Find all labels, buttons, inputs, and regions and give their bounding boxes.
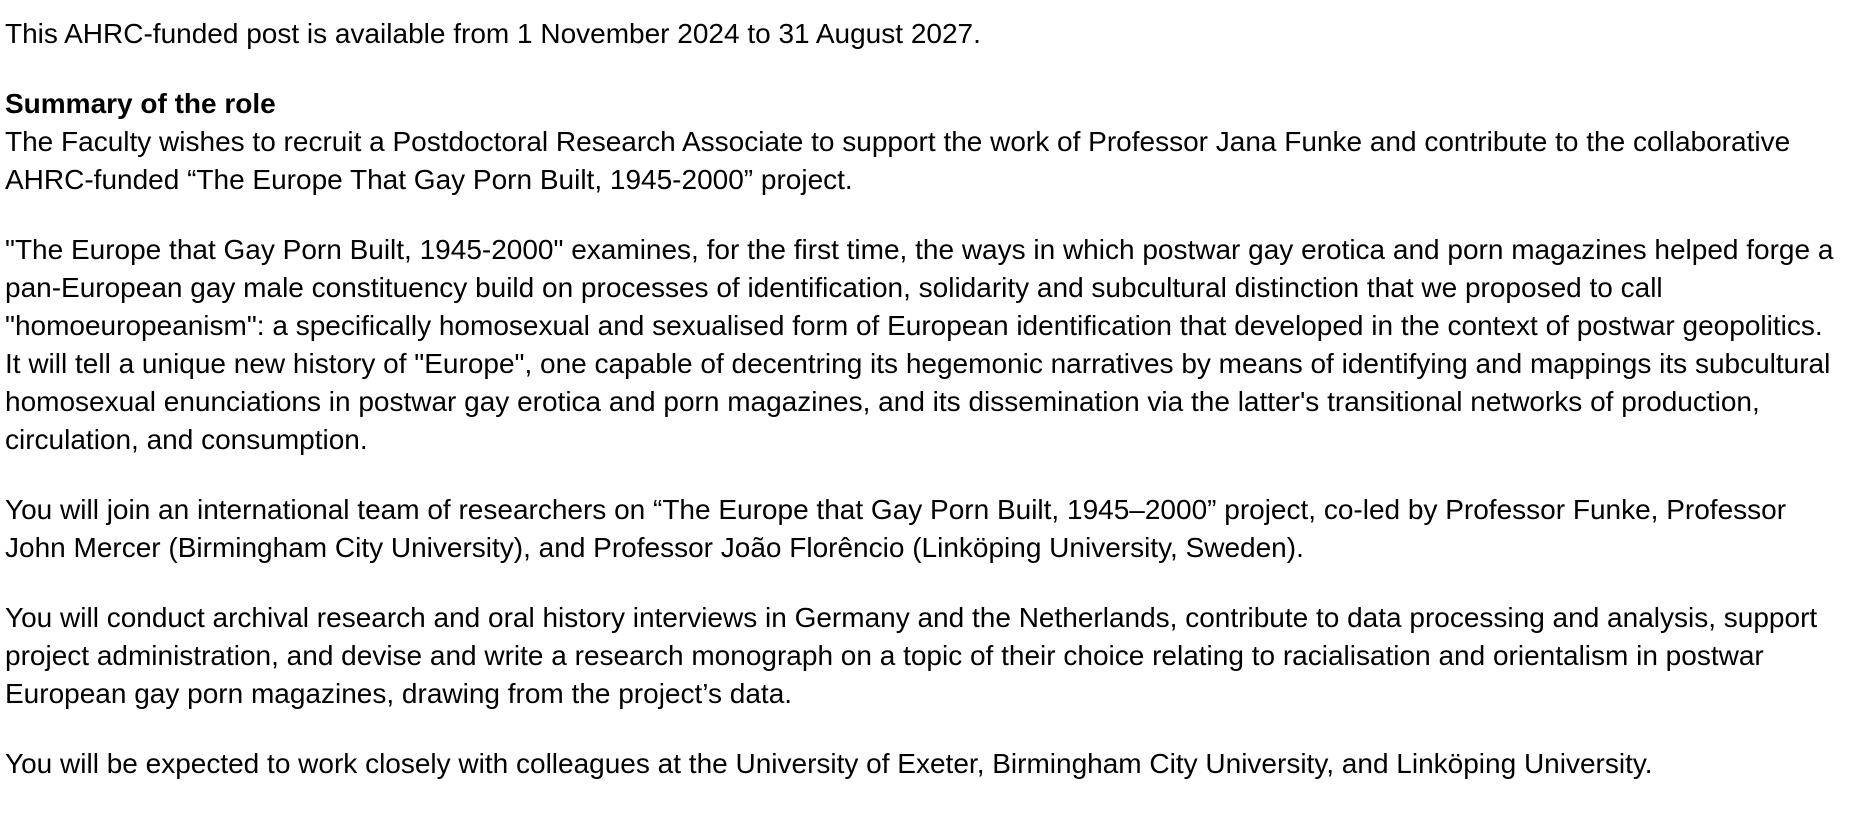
availability-statement: This AHRC-funded post is available from 1 November 2024 to 31 August 2027. (5, 18, 981, 49)
collaboration-paragraph: You will be expected to work closely with colleagues at the University of Exeter, Birmingham City University, and Linköping University. (5, 748, 1653, 779)
job-description (5, 0, 1845, 783)
project-description-paragraph: "The Europe that Gay Porn Built, 1945-2000" examines, for the first time, the ways in which postwar gay erotica and porn magazines helped forge a pan-European gay male constituency build on processes of identification, solidarity and subcultural distinction that we proposed to call "homoeuropeanism": a specifically homosexual and sexualised form of European identification that developed in the context of postwar geopolitics. It will tell a unique new history of "Europe", one capable of decentring its hegemonic narratives by means of identifying and mappings its subcultural homosexual enunciations in postwar gay erotica and porn magazines, and its dissemination via the latter's transitional networks of production, circulation, and consumption. (5, 234, 1834, 455)
duties-paragraph: You will conduct archival research and oral history interviews in Germany and the Netherlands, contribute to data processing and analysis, support project administration, and devise and write a research monograph on a topic of their choice relating to racialisation and orientalism in postwar European gay porn magazines, drawing from the project’s data. (5, 602, 1818, 709)
role-summary-paragraph: The Faculty wishes to recruit a Postdoctoral Research Associate to support the work of Professor Jana Funke and contribute to the collaborative AHRC-funded “The Europe That Gay Porn Built, 1945-2000” project. (5, 126, 1791, 195)
team-paragraph: You will join an international team of researchers on “The Europe that Gay Porn Built, 1945–2000” project, co-led by Professor Funke, Professor John Mercer (Birmingham City University), and Professor João Florêncio (Linköping University, Sweden). (5, 494, 1787, 563)
summary-heading: Summary of the role (5, 88, 276, 119)
